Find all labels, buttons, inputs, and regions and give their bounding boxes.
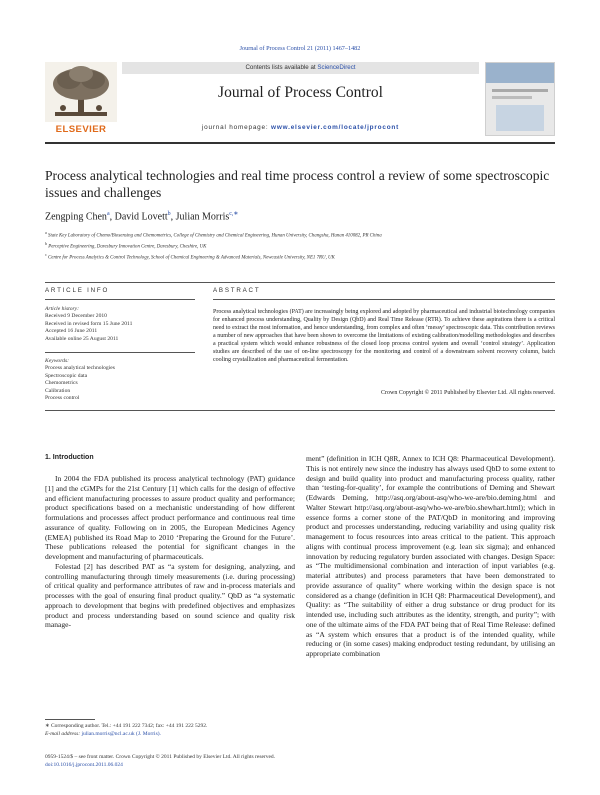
author-separator: ,: [170, 211, 176, 223]
keywords-heading: Keywords:: [45, 358, 70, 364]
intro-left-column: [45, 474, 295, 630]
masthead: [45, 62, 555, 140]
affiliation-text: Perceptive Engineering, Daresbury Innovation Centre, Daresbury, Cheshire, UK: [48, 244, 207, 250]
intro-paragraph: Folestad [2] has described PAT as “a system for designing, analyzing, and controlling manufacturing through timely measurements (i.e. during processing) of critical quality and performance attributes of raw and in-process materials and processes with the goal of ensuring final product quality.” QbD as “a systematic approach to development that begins with predefined objectives and emphasizes product and process understanding based on sound science and quality risk manage-: [45, 561, 295, 630]
journal-reference[interactable]: Journal of Process Control 21 (2011) 1467–1482: [239, 45, 361, 52]
journal-cover-thumbnail: [485, 62, 555, 136]
abstract-label: ABSTRACT: [213, 287, 261, 294]
affiliation-line: [45, 251, 555, 262]
section-rule: [45, 282, 555, 283]
email-link[interactable]: julian.morris@ncl.ac.uk (J. Morris).: [81, 730, 161, 737]
tree-icon: [45, 62, 117, 122]
issn-line: 0959-1524/$ – see front matter. Crown Copyright © 2011 Published by Elsevier Ltd. All rights reserved.: [45, 754, 276, 760]
footnotes: [45, 723, 305, 738]
author-separator: ,: [109, 211, 115, 223]
article-title: Process analytical technologies and real time process control a review of some spectroscopic issues and challenges: [45, 168, 550, 200]
journal-title: Journal of Process Control: [218, 84, 383, 101]
homepage-link[interactable]: www.elsevier.com/locate/jprocont: [271, 124, 400, 131]
keyword-item: Spectroscopic data: [45, 372, 88, 379]
author-mark[interactable]: b: [167, 211, 171, 217]
affiliations: [45, 229, 555, 262]
publisher-name: ELSEVIER: [55, 124, 107, 135]
corresponding-author-note: ∗ Corresponding author. Tel.: +44 191 222 7342; fax: +44 191 222 5292.: [45, 723, 208, 729]
sciencedirect-link[interactable]: ScienceDirect: [317, 64, 356, 71]
history-item: Available online 25 August 2011: [45, 335, 119, 342]
article-history: [45, 306, 195, 343]
section-heading-introduction: 1. Introduction: [45, 454, 94, 461]
abstract-rule: [213, 299, 555, 300]
affiliation-line: [45, 240, 555, 251]
info-rule: [45, 299, 195, 300]
abstract-copyright: Crown Copyright © 2011 Published by Elsevier Ltd. All rights reserved.: [381, 390, 555, 396]
email-note: [45, 731, 305, 739]
masthead-rule: [45, 142, 555, 144]
keyword-item: Chemometrics: [45, 380, 78, 387]
affiliation-text: Centre for Process Analytics & Control Technology, School of Chemical Engineering & Advanced Materials, Newcastle University, NE1 7RU, UK: [48, 255, 335, 261]
contents-prefix: Contents lists available at: [245, 64, 318, 71]
author-name: David Lovett: [114, 211, 168, 223]
author-mark[interactable]: c,∗: [229, 211, 239, 217]
keyword-item: Process analytical technologies: [45, 365, 115, 372]
issn-doi: [45, 754, 445, 769]
keyword-item: Process control: [45, 395, 80, 402]
keywords: [45, 358, 195, 402]
history-item: Received in revised form 15 June 2011: [45, 320, 133, 327]
intro-paragraph: In 2004 the FDA published its process analytical technology (PAT) guidance [1] and the cGMPs for the 21st Century [1] which calls for the design of effective and efficient manufacturing processes to assure product quality and performance; product specifications based on a mechanistic understanding of how different formulations and processes affect product performance and continuous real time assurance of quality. Following on in 2005, the European Medicines Agency (EMEA) published its Road Map to 2010 ‘Preparing the Ground for the Future’. These publications released the potential for significant changes in the development and manufacturing of pharmaceuticals.: [45, 474, 295, 561]
footnote-rule: [45, 719, 95, 720]
author-name: Julian Morris: [175, 211, 230, 223]
affiliation-mark: c: [45, 251, 47, 257]
keyword-item: Calibration: [45, 387, 71, 394]
affiliation-mark: a: [45, 230, 47, 235]
journal-header-box: [122, 62, 479, 134]
front-matter-rule: [45, 410, 555, 411]
history-item: Received 9 December 2010: [45, 313, 107, 320]
affiliation-mark: b: [45, 240, 47, 246]
keywords-rule: [45, 352, 195, 353]
author-mark[interactable]: a: [106, 211, 110, 217]
affiliation-line: [45, 229, 555, 240]
homepage-prefix: journal homepage:: [201, 124, 272, 131]
journal-homepage: [122, 124, 479, 131]
intro-paragraph-continued: ment” (definition in ICH Q8R, Annex to ICH Q8: Pharmaceutical Development). This is not entirely new since the industry has always used QbD to some extent to design and build quality into product and manufacturing process quality, rather than ‘testing-for-quality’, for example the contributions of Deming and Shewart (Edwards Deming, http://asq.org/about-asq/who-we-are/bio.deming.html and Walter Stewart http://asq.org/about-asq/who-we-are/bio.shewhart.html); which in essence forms a corner stone of the PAT/QbD in monitoring and improving product and processes understanding, reducing variability and using quality risk management to focus resources into areas critical to the patient. This approach aligns with continual process improvement (e.g. lean six sigma); and enhanced innovation by reducing regulatory burden associated with changes. Design Space: as “The multidimensional combination and interaction of input variables (e.g. material attributes) and process parameters that have been demonstrated to provide assurance of quality” where working within the design space is not considered as a change (definition in ICH Q8: Pharmaceutical Development), and Quality: as “The suitability of either a drug substance or drug product for its intended use, including such attributes as the identity, strength, and purity”; with one of the ultimate aims of the FDA PAT being that of Real Time Release: defined as “A system which ensures that a product is of the intended quality, while reducing or (in some cases) making endproduct testing redundant, by utilising an appropriate combination: [306, 454, 555, 658]
doi-link[interactable]: doi:10.1016/j.jprocont.2011.06.024: [45, 761, 123, 768]
affiliation-text: State Key Laboratory of Chemo/Biosensing and Chemometrics, College of Chemistry and Chemical Engineering, Hunan University, Changsha, Hunan 410082, PR China: [48, 233, 382, 239]
contents-bar: [122, 62, 479, 74]
history-item: Accepted 16 June 2011: [45, 328, 98, 335]
article-info-label: ARTICLE INFO: [45, 287, 110, 294]
intro-right-column: [306, 454, 555, 659]
email-label: E-mail address:: [45, 730, 81, 737]
author-name: Zengping Chen: [45, 211, 107, 223]
author-list: [45, 210, 238, 222]
history-heading: Article history:: [45, 306, 80, 312]
abstract-text: Process analytical technologies (PAT) are increasingly being explored and adopted by pharmaceutical and industrial biotechnology companies for enhanced process understanding, Quality by Design (QbD) and Real Time Release (RTR). To achieve these aspirations there is a critical need to extract the most information, and hence understanding, from complex and often ‘messy’ spectroscopic data. This contribution reviews a number of new approaches that have been shown to overcome the limitations of existing calibration/modelling methodologies and describes a practical system which would enhance robustness of the closed loop process control system and overall ‘control strategy’. Application studies are described of the use of on-line spectroscopy for the monitoring and control of a downstream solvent recovery column, batch cooling crystallization and pharmaceutical fermentation.: [213, 309, 555, 364]
